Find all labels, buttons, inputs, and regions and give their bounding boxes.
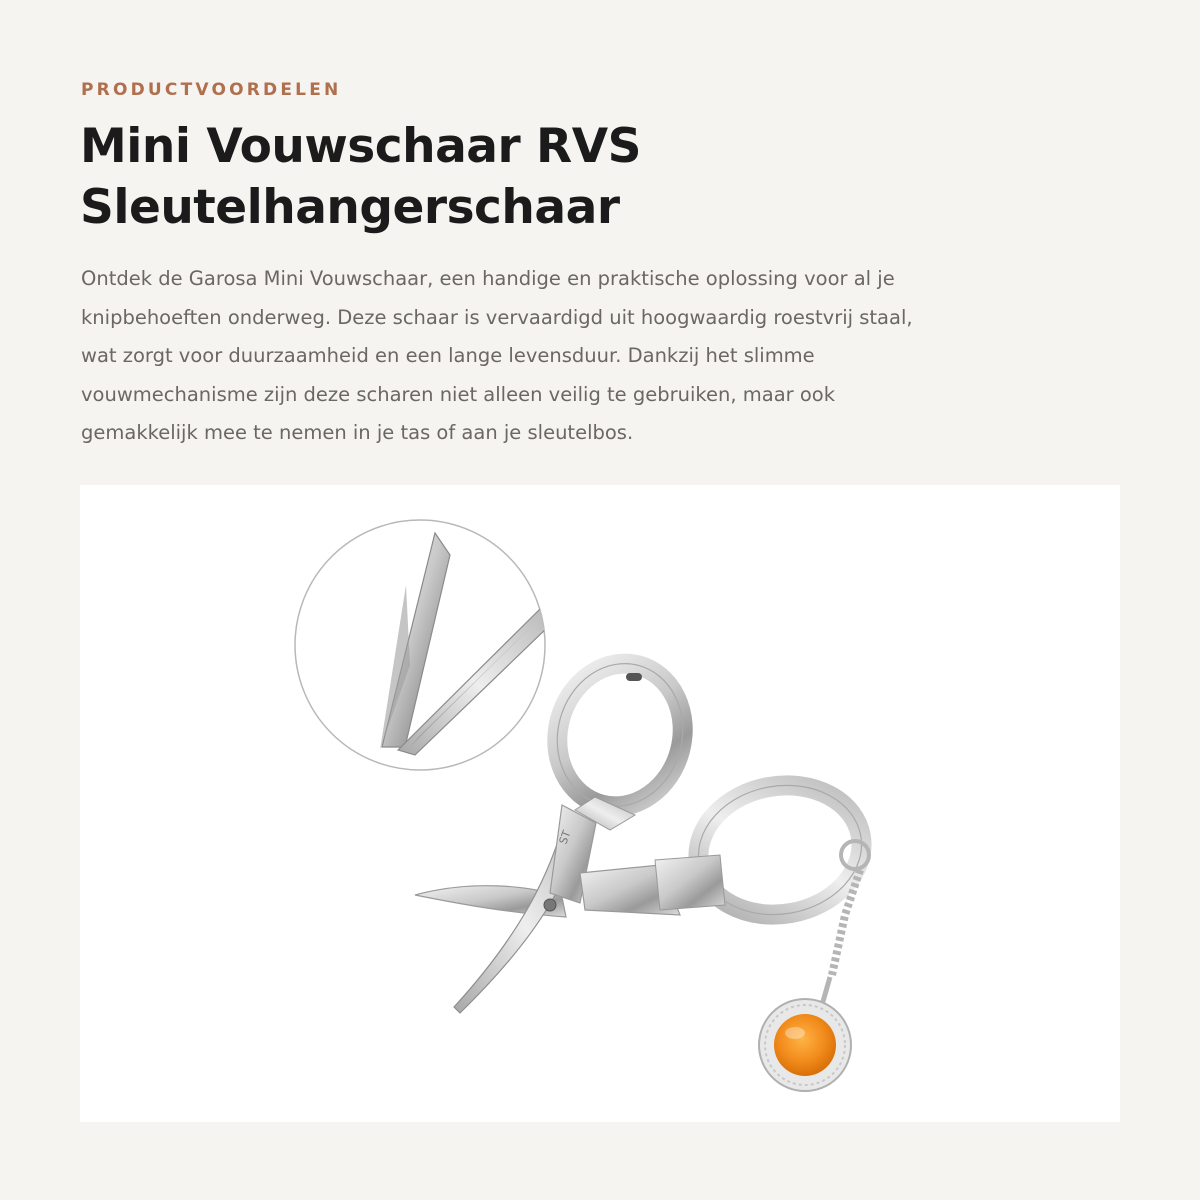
product-description: [81, 260, 1141, 453]
scissors-illustration: [80, 485, 1120, 1122]
top-handle-ring: [541, 649, 698, 830]
pivot-screw: [544, 899, 556, 911]
side-handle-ring: [655, 773, 872, 928]
description-line-5: gemakkelijk mee te nemen in je tas of aan je sleutelbos.: [81, 421, 634, 444]
description-line-3: wat zorgt voor duurzaamheid en een lange levensduur. Dankzij het slimme: [81, 344, 815, 367]
description-line-4: vouwmechanisme zijn deze scharen niet alleen veilig te gebruiken, maar ook: [81, 382, 836, 406]
description-line-1: Ontdek de Garosa Mini Vouwschaar, een handige en praktische oplossing voor al je: [81, 267, 895, 290]
eyebrow-label: PRODUCTVOORDELEN: [81, 80, 342, 100]
blade-stamp: ST: [556, 828, 574, 847]
page-title: [80, 116, 1120, 238]
keychain-pendant: [759, 999, 851, 1091]
description-line-2: knipbehoeften onderweg. Deze schaar is vervaardigd uit hoogwaardig roestvrij staal,: [81, 305, 913, 329]
blade-closeup-inset: [295, 520, 550, 770]
title-line-2: Sleutelhangerschaar: [80, 180, 620, 235]
title-line-1: Mini Vouwschaar RVS: [80, 119, 641, 174]
keychain-chain: [822, 841, 869, 1005]
product-image: [80, 485, 1120, 1122]
